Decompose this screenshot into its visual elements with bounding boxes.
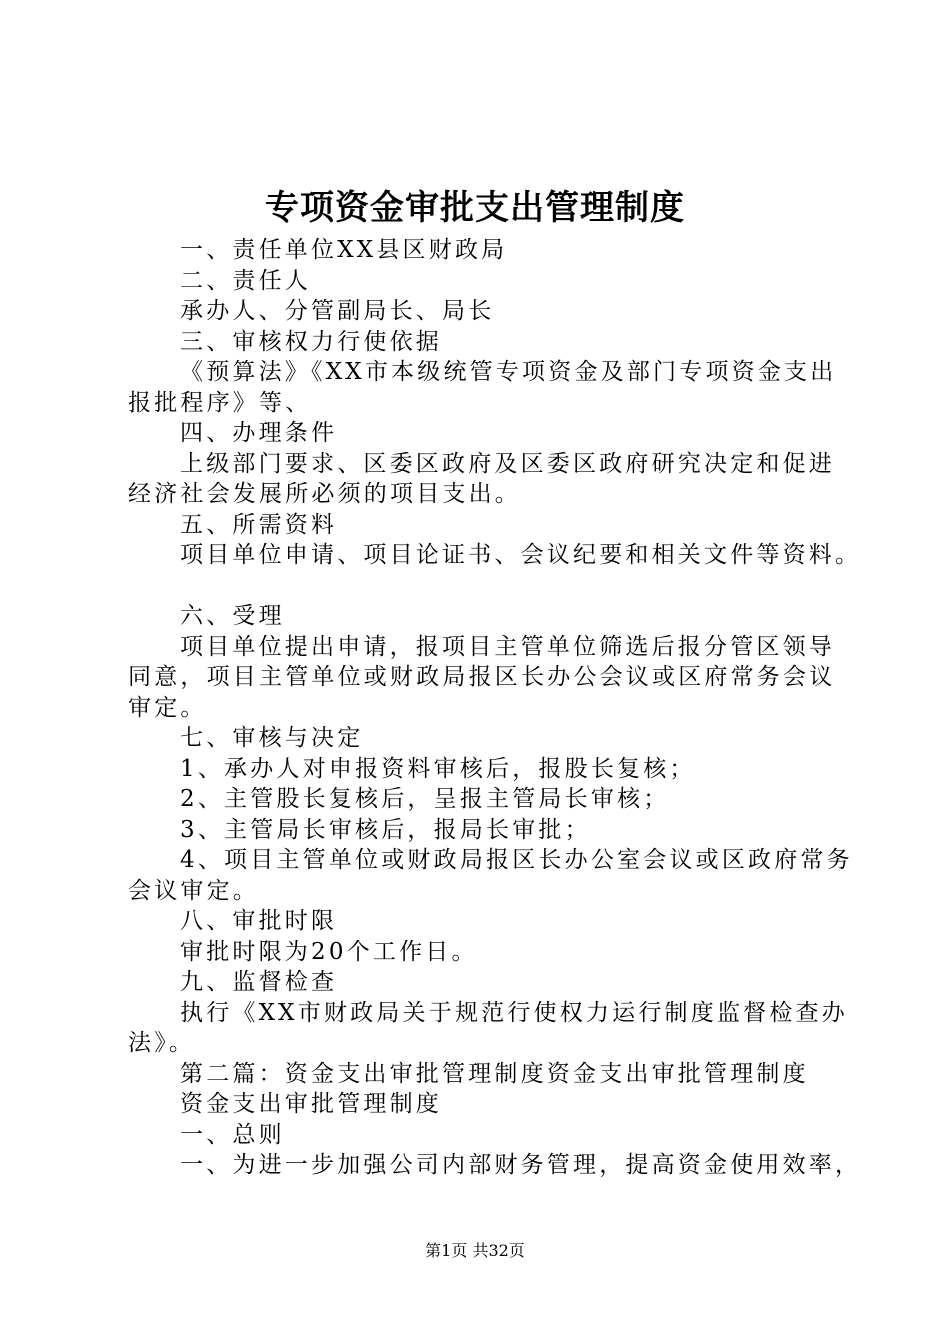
body-line: 经济社会发展所必须的项目支出。	[128, 481, 521, 507]
body-line: 七、审核与决定	[180, 725, 364, 751]
body-line: 二、责任人	[180, 267, 311, 294]
body-line: 上级部门要求、区委区政府及区委区政府研究决定和促进	[180, 450, 835, 477]
body-line: 执行《XX市财政局关于规范行使权力运行制度监督检查办	[180, 999, 848, 1026]
body-line: 会议审定。	[128, 877, 259, 904]
body-line: 六、受理	[180, 603, 285, 629]
body-line: 一、责任单位XX县区财政局	[180, 237, 508, 263]
body-line: 《预算法》《XX市本级统管专项资金及部门专项资金支出	[180, 359, 837, 385]
body-line: 审定。	[128, 694, 207, 721]
body-line: 同意，项目主管单位或财政局报区长办公会议或区府常务会议	[128, 664, 836, 690]
body-line: 审批时限为20个工作日。	[180, 938, 478, 965]
blank-line	[128, 571, 840, 602]
body-line: 三、审核权力行使依据	[180, 328, 442, 355]
body-line: 一、总则	[180, 1121, 285, 1148]
page-footer: 第1页 共32页	[425, 1241, 525, 1260]
body-line: 法》。	[128, 1030, 196, 1056]
body-line: 2、主管股长复核后，呈报主管局长审核；	[180, 786, 670, 812]
body-line: 1、承办人对申报资料审核后，报股长复核；	[180, 755, 696, 782]
body-line: 第二篇：资金支出审批管理制度资金支出审批管理制度	[180, 1060, 809, 1087]
body-line: 承办人、分管副局长、局长	[180, 298, 495, 324]
document-body	[128, 235, 862, 1181]
body-line: 资金支出审批管理制度	[180, 1091, 442, 1117]
document-title: 专项资金审批支出管理制度	[265, 188, 685, 228]
body-line: 项目单位申请、项目论证书、会议纪要和相关文件等资料。	[180, 542, 862, 568]
body-line: 五、所需资料	[180, 511, 338, 538]
body-line: 一、为进一步加强公司内部财务管理，提高资金使用效率，	[180, 1152, 862, 1178]
body-line: 项目单位提出申请，报项目主管单位筛选后报分管区领导	[180, 633, 835, 660]
body-line: 报批程序》等、	[128, 389, 312, 416]
body-line: 4、项目主管单位或财政局报区长办公室会议或区政府常务	[180, 847, 853, 873]
body-line: 四、办理条件	[180, 420, 338, 446]
body-line: 九、监督检查	[180, 969, 338, 995]
body-line: 八、审批时限	[180, 908, 338, 934]
body-line: 3、主管局长审核后，报局长审批；	[180, 816, 591, 843]
